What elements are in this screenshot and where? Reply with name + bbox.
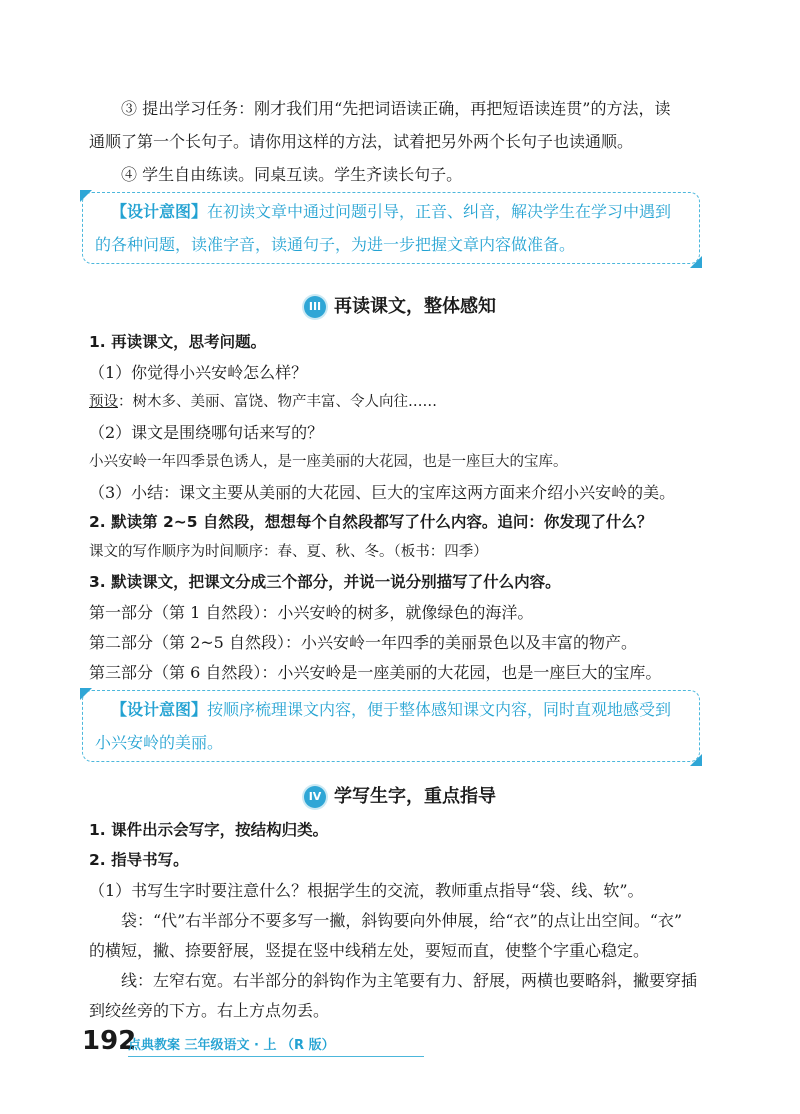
section-number-badge: IV: [304, 786, 326, 808]
guide-xian-line-1: 线：左窄右宽。右半部分的斜钩作为主笔要有力、舒展，两横也要略斜，撇要穿插: [121, 971, 698, 990]
step-2: 2. 指导书写。: [89, 851, 189, 869]
section-title: 学写生字，重点指导: [334, 786, 496, 807]
design-intent-text: 按顺序梳理课文内容，便于整体感知课文内容，同时直观地感受到: [207, 700, 672, 719]
design-intent-text: 的各种问题，读准字音，读通句子，为进一步把握文章内容做准备。: [95, 235, 576, 254]
part-1: 第一部分（第 1 自然段）：小兴安岭的树多，就像绿色的海洋。: [89, 603, 534, 622]
preset-label: 预设: [89, 394, 118, 410]
footer-divider: [128, 1056, 424, 1057]
section-title: 再读课文，整体感知: [334, 296, 496, 317]
part-3: 第三部分（第 6 自然段）：小兴安岭是一座美丽的大花园，也是一座巨大的宝库。: [89, 663, 662, 682]
question-1b-answer: 小兴安岭一年四季景色诱人，是一座美丽的大花园，也是一座巨大的宝库。: [89, 454, 568, 470]
part-2: 第二部分（第 2~5 自然段）：小兴安岭一年四季的美丽景色以及丰富的物产。: [89, 633, 637, 652]
step-1: 1. 课件出示会写字，按结构归类。: [89, 821, 329, 839]
section-4-heading: [0, 782, 800, 808]
preset-text: ：树木多、美丽、富饶、物产丰富、令人向往……: [118, 394, 437, 410]
question-1b: （2）课文是围绕哪句话来写的？: [89, 423, 324, 442]
intro-line-1: ③ 提出学习任务：刚才我们用“先把词语读正确，再把短语读连贯”的方法，读: [121, 99, 671, 118]
corner-ornament-icon: [78, 188, 94, 204]
question-1: 1. 再读课文，思考问题。: [89, 333, 267, 351]
design-intent-box-1: [82, 192, 700, 264]
guide-xian-line-2: 到绞丝旁的下方。右上方点勿丢。: [89, 1001, 330, 1020]
intro-line-2: 通顺了第一个长句子。请你用这样的方法，试着把另外两个长句子也读通顺。: [89, 132, 634, 151]
design-intent-text: 小兴安岭的美丽。: [95, 733, 224, 752]
design-intent-text: 在初读文章中通过问题引导，正音、纠音，解决学生在学习中遇到: [207, 202, 672, 221]
question-1a: （1）你觉得小兴安岭怎么样？: [89, 363, 308, 382]
section-number-badge: III: [304, 296, 326, 318]
book-title: 点典教案 三年级语文 · 上 （R 版）: [128, 1038, 335, 1053]
intro-line-3: ④ 学生自由练读。同桌互读。学生齐读长句子。: [121, 165, 463, 184]
design-intent-tag: 【设计意图】: [111, 202, 208, 221]
corner-ornament-icon: [688, 254, 704, 270]
guide-dai-line-1: 袋：“代”右半部分不要多写一撇，斜钩要向外伸展，给“衣”的点让出空间。“衣”: [121, 911, 683, 930]
page-number: 192: [82, 1026, 137, 1056]
design-intent-tag: 【设计意图】: [111, 700, 208, 719]
step-2a: （1）书写生字时要注意什么？根据学生的交流，教师重点指导“袋、线、软”。: [89, 881, 644, 900]
question-3: 3. 默读课文，把课文分成三个部分，并说一说分别描写了什么内容。: [89, 573, 561, 591]
design-intent-box-2: [82, 690, 700, 762]
section-3-heading: [0, 292, 800, 318]
question-2: 2. 默读第 2~5 自然段，想想每个自然段都写了什么内容。追问：你发现了什么？: [89, 513, 653, 531]
question-2-answer: 课文的写作顺序为时间顺序：春、夏、秋、冬。（板书：四季）: [89, 544, 488, 560]
corner-ornament-icon: [688, 752, 704, 768]
question-1c: （3）小结：课文主要从美丽的大花园、巨大的宝库这两方面来介绍小兴安岭的美。: [89, 483, 676, 502]
guide-dai-line-2: 的横短，撇、捺要舒展，竖提在竖中线稍左处，要短而直，使整个字重心稳定。: [89, 941, 650, 960]
corner-ornament-icon: [78, 686, 94, 702]
preset-answer: [89, 386, 708, 419]
